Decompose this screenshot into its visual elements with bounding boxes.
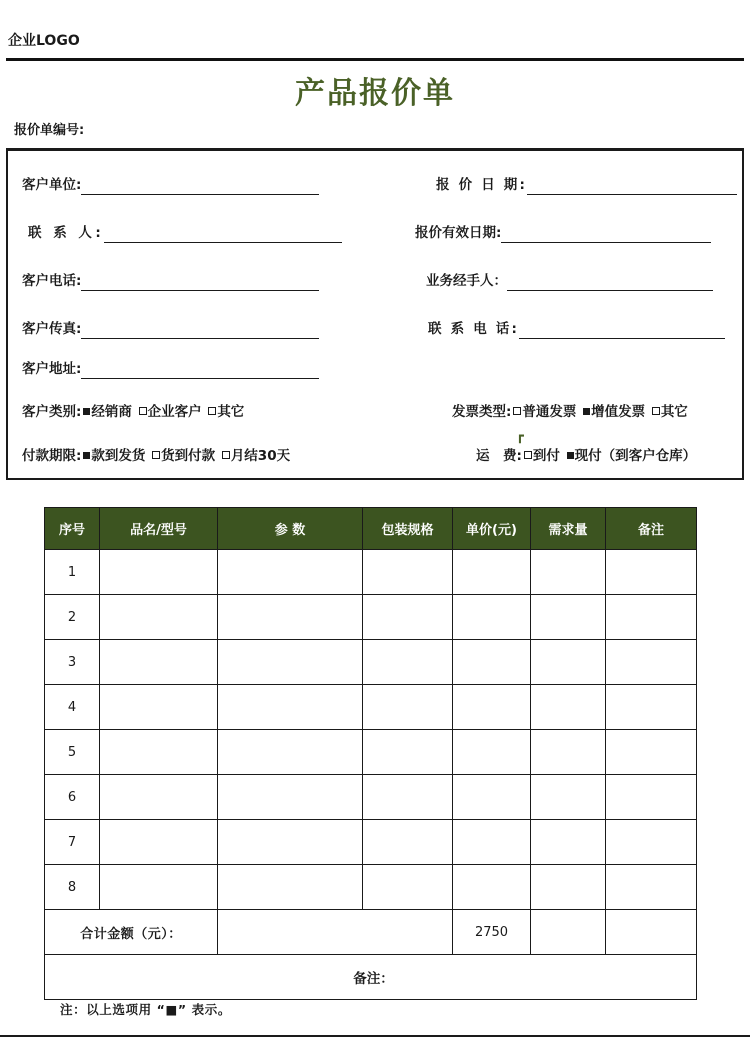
row-qty-cell[interactable] bbox=[531, 730, 606, 775]
table-row bbox=[45, 550, 697, 595]
row-name-cell[interactable] bbox=[100, 550, 218, 595]
row-pack-cell[interactable] bbox=[363, 865, 453, 910]
remark-label[interactable]: 备注： bbox=[45, 955, 697, 1000]
table-row bbox=[45, 640, 697, 685]
checkbox-filled-icon[interactable] bbox=[583, 408, 590, 415]
row-index: 7 bbox=[45, 820, 100, 865]
checkbox-filled-icon[interactable] bbox=[83, 408, 90, 415]
row-price-cell[interactable] bbox=[453, 640, 531, 685]
row-param-cell[interactable] bbox=[218, 595, 363, 640]
col-header-pack: 包装规格 bbox=[363, 508, 453, 550]
payment-terms-option-2[interactable] bbox=[222, 448, 290, 464]
header-divider bbox=[6, 58, 744, 61]
invoice-type-option-0[interactable] bbox=[513, 404, 576, 420]
freight-option-0[interactable] bbox=[524, 448, 560, 464]
row-param-cell[interactable] bbox=[218, 640, 363, 685]
field-contact-person bbox=[28, 221, 342, 243]
row-index: 8 bbox=[45, 865, 100, 910]
customer-type-option-0[interactable] bbox=[83, 404, 132, 420]
checkbox-filled-icon[interactable] bbox=[83, 452, 90, 459]
field-label: 联 系 电 话: bbox=[428, 320, 520, 337]
option-label: 款到发货 bbox=[91, 448, 146, 464]
field-label: 客户电话: bbox=[22, 272, 82, 289]
row-pack-cell[interactable] bbox=[363, 775, 453, 820]
row-memo-cell[interactable] bbox=[606, 775, 697, 820]
customer-company-input[interactable] bbox=[81, 173, 319, 195]
total-amount-value[interactable]: 2750 bbox=[453, 910, 531, 955]
checkbox-empty-icon[interactable] bbox=[139, 407, 147, 415]
remark-row bbox=[45, 955, 697, 1000]
row-qty-cell[interactable] bbox=[531, 595, 606, 640]
table-row bbox=[45, 730, 697, 775]
row-pack-cell[interactable] bbox=[363, 730, 453, 775]
row-index: 4 bbox=[45, 685, 100, 730]
footnote-text: 注：以上选项用 “■” 表示。 bbox=[60, 1002, 231, 1017]
row-price-cell[interactable] bbox=[453, 865, 531, 910]
option-label: 其它 bbox=[660, 404, 688, 420]
total-memo-cell[interactable] bbox=[606, 910, 697, 955]
row-memo-cell[interactable] bbox=[606, 550, 697, 595]
row-name-cell[interactable] bbox=[100, 865, 218, 910]
table-row bbox=[45, 820, 697, 865]
checkbox-empty-icon[interactable] bbox=[513, 407, 521, 415]
quotation-items-table bbox=[44, 507, 697, 1000]
customer-type-option-1[interactable] bbox=[139, 404, 202, 420]
row-name-cell[interactable] bbox=[100, 685, 218, 730]
row-price-cell[interactable] bbox=[453, 730, 531, 775]
field-quote-date bbox=[436, 173, 737, 195]
checkbox-empty-icon[interactable] bbox=[524, 451, 532, 459]
customer-address-input[interactable] bbox=[81, 357, 319, 379]
row-memo-cell[interactable] bbox=[606, 685, 697, 730]
table-row bbox=[45, 775, 697, 820]
customer-info-box bbox=[6, 148, 744, 480]
field-customer-fax bbox=[22, 317, 319, 339]
col-header-param: 参 数 bbox=[218, 508, 363, 550]
row-param-cell[interactable] bbox=[218, 865, 363, 910]
row-memo-cell[interactable] bbox=[606, 640, 697, 685]
col-header-memo: 备注 bbox=[606, 508, 697, 550]
row-param-cell[interactable] bbox=[218, 685, 363, 730]
quote-valid-date-input[interactable] bbox=[501, 221, 711, 243]
row-param-cell[interactable] bbox=[218, 730, 363, 775]
field-customer-company bbox=[22, 173, 319, 195]
option-label: 经销商 bbox=[91, 404, 132, 420]
checkbox-filled-icon[interactable] bbox=[567, 452, 574, 459]
payment-terms-option-1[interactable] bbox=[152, 448, 215, 464]
row-index: 2 bbox=[45, 595, 100, 640]
col-header-name: 品名/型号 bbox=[100, 508, 218, 550]
invoice-type-option-2[interactable] bbox=[652, 404, 688, 420]
field-customer-phone bbox=[22, 269, 319, 291]
row-param-cell[interactable] bbox=[218, 775, 363, 820]
green-corner-mark-icon: ┏ bbox=[516, 429, 524, 444]
payment-terms-label: 付款期限: bbox=[22, 448, 82, 464]
row-param-cell[interactable] bbox=[218, 550, 363, 595]
table-row bbox=[45, 685, 697, 730]
row-price-cell[interactable] bbox=[453, 685, 531, 730]
col-header-index: 序号 bbox=[45, 508, 100, 550]
row-qty-cell[interactable] bbox=[531, 775, 606, 820]
total-blank-cell[interactable] bbox=[218, 910, 453, 955]
customer-type-row bbox=[22, 406, 244, 420]
row-index: 3 bbox=[45, 640, 100, 685]
option-label: 月结30天 bbox=[230, 448, 291, 464]
contact-phone-input[interactable] bbox=[519, 317, 725, 339]
payment-terms-row bbox=[22, 450, 290, 464]
total-row bbox=[45, 910, 697, 955]
field-customer-address bbox=[22, 357, 319, 379]
row-param-cell[interactable] bbox=[218, 820, 363, 865]
row-memo-cell[interactable] bbox=[606, 595, 697, 640]
row-price-cell[interactable] bbox=[453, 775, 531, 820]
footer-divider bbox=[0, 1035, 750, 1037]
checkbox-empty-icon[interactable] bbox=[222, 451, 230, 459]
field-label: 报价有效日期: bbox=[415, 224, 502, 241]
option-label: 普通发票 bbox=[522, 404, 577, 420]
option-label: 企业客户 bbox=[147, 404, 202, 420]
row-price-cell[interactable] bbox=[453, 820, 531, 865]
invoice-type-row bbox=[452, 406, 688, 420]
field-label: 客户地址: bbox=[22, 360, 82, 377]
customer-type-option-2[interactable] bbox=[208, 404, 244, 420]
freight-row bbox=[476, 450, 696, 464]
row-qty-cell[interactable] bbox=[531, 550, 606, 595]
checkbox-empty-icon[interactable] bbox=[208, 407, 216, 415]
customer-type-label: 客户类别: bbox=[22, 404, 82, 420]
row-pack-cell[interactable] bbox=[363, 550, 453, 595]
field-contact-phone bbox=[428, 317, 725, 339]
field-label: 客户单位: bbox=[22, 176, 82, 193]
payment-terms-option-0[interactable] bbox=[83, 448, 145, 464]
row-price-cell[interactable] bbox=[453, 550, 531, 595]
quote-number-label: 报价单编号: bbox=[14, 123, 85, 138]
page-title: 产品报价单 bbox=[295, 76, 455, 111]
row-qty-cell[interactable] bbox=[531, 685, 606, 730]
field-label: 报 价 日 期: bbox=[436, 176, 528, 193]
row-memo-cell[interactable] bbox=[606, 865, 697, 910]
field-sales-agent bbox=[426, 269, 713, 291]
table-row bbox=[45, 595, 697, 640]
customer-phone-input[interactable] bbox=[81, 269, 319, 291]
option-label: 到付 bbox=[532, 448, 560, 464]
contact-person-input[interactable] bbox=[104, 221, 342, 243]
option-label: 增值发票 bbox=[591, 404, 646, 420]
row-index: 1 bbox=[45, 550, 100, 595]
freight-label: 运 费: bbox=[476, 448, 522, 464]
table-header-row bbox=[45, 508, 697, 550]
invoice-type-option-1[interactable] bbox=[583, 404, 645, 420]
invoice-type-label: 发票类型: bbox=[452, 404, 512, 420]
row-pack-cell[interactable] bbox=[363, 685, 453, 730]
row-pack-cell[interactable] bbox=[363, 640, 453, 685]
sales-agent-input[interactable] bbox=[507, 269, 713, 291]
row-index: 5 bbox=[45, 730, 100, 775]
option-label: 货到付款 bbox=[161, 448, 216, 464]
row-name-cell[interactable] bbox=[100, 730, 218, 775]
col-header-price: 单价(元) bbox=[453, 508, 531, 550]
row-name-cell[interactable] bbox=[100, 820, 218, 865]
row-name-cell[interactable] bbox=[100, 775, 218, 820]
customer-fax-input[interactable] bbox=[81, 317, 319, 339]
row-memo-cell[interactable] bbox=[606, 820, 697, 865]
field-label: 客户传真: bbox=[22, 320, 82, 337]
field-quote-valid-date bbox=[415, 221, 711, 243]
field-label: 联 系 人: bbox=[28, 224, 105, 241]
row-name-cell[interactable] bbox=[100, 640, 218, 685]
row-qty-cell[interactable] bbox=[531, 640, 606, 685]
row-pack-cell[interactable] bbox=[363, 820, 453, 865]
total-qty-cell[interactable] bbox=[531, 910, 606, 955]
row-memo-cell[interactable] bbox=[606, 730, 697, 775]
col-header-qty: 需求量 bbox=[531, 508, 606, 550]
checkbox-empty-icon[interactable] bbox=[652, 407, 660, 415]
row-pack-cell[interactable] bbox=[363, 595, 453, 640]
field-label: 业务经手人： bbox=[426, 272, 507, 289]
checkbox-empty-icon[interactable] bbox=[152, 451, 160, 459]
row-name-cell[interactable] bbox=[100, 595, 218, 640]
option-label: 现付（到客户仓库） bbox=[574, 448, 697, 464]
table-row bbox=[45, 865, 697, 910]
row-qty-cell[interactable] bbox=[531, 865, 606, 910]
total-amount-label: 合计金额（元）： bbox=[45, 910, 218, 955]
row-index: 6 bbox=[45, 775, 100, 820]
row-qty-cell[interactable] bbox=[531, 820, 606, 865]
company-logo-text: 企业LOGO bbox=[8, 33, 80, 49]
row-price-cell[interactable] bbox=[453, 595, 531, 640]
freight-option-1[interactable] bbox=[567, 448, 697, 464]
quote-date-input[interactable] bbox=[527, 173, 737, 195]
option-label: 其它 bbox=[217, 404, 245, 420]
